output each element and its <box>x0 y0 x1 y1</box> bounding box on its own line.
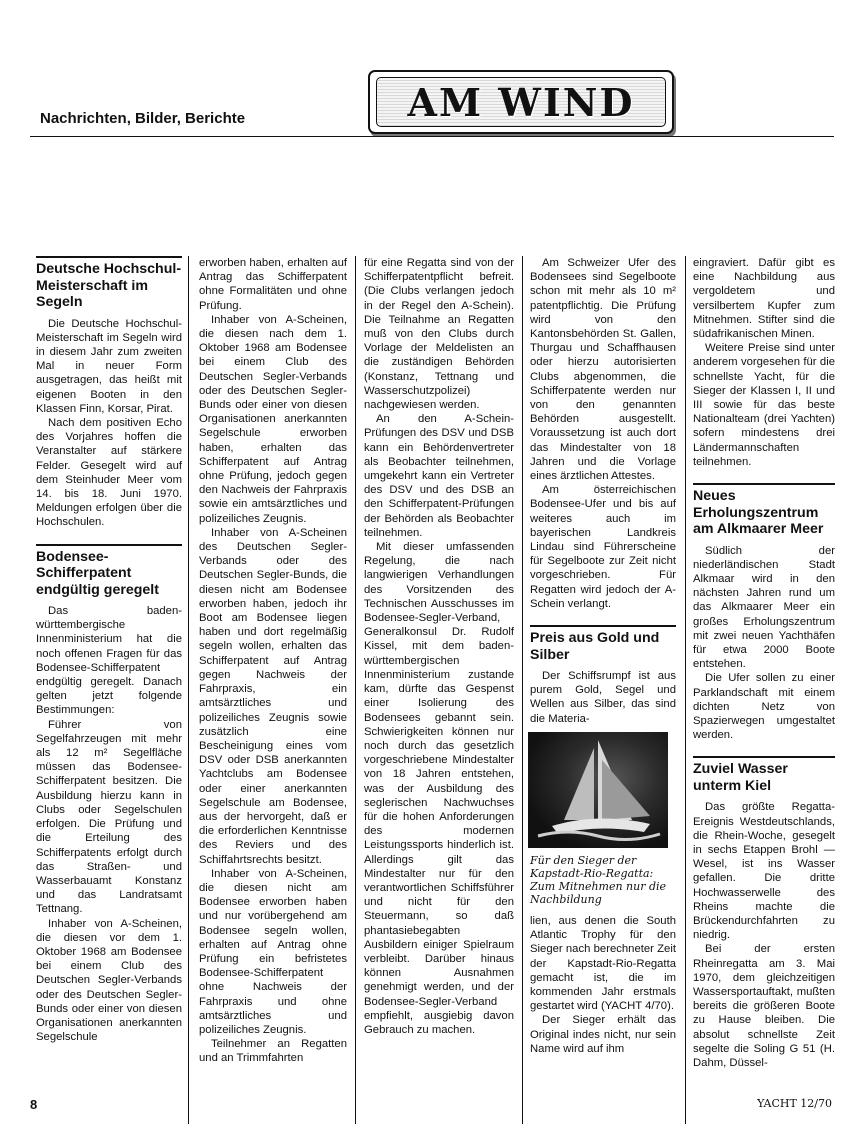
header-rule <box>30 136 834 137</box>
article-title: Bodensee-Schifferpatent endgültig geregelt <box>36 544 182 599</box>
article-paragraph: Das baden-württembergische Innenministerium hat die noch offenen Fragen für das Bodensee-Schifferpatent endgültig geregelt. Danach gelten jetzt folgende Bestimmungen: <box>36 605 182 717</box>
trophy-photo <box>528 732 668 848</box>
brand-logo <box>368 70 674 134</box>
page-number: 8 <box>30 1097 38 1112</box>
article-paragraph: Teilnehmer an Regatten und an Trimmfahrten <box>199 1038 347 1065</box>
article-paragraph: Der Sieger erhält das Original indes nicht, nur sein Name wird auf ihm <box>530 1014 676 1055</box>
article-paragraph: Nach dem positiven Echo des Vorjahres hoffen die Veranstalter auf stärkere Felder. Gesegelt wird auf dem Steinhuder Meer vom 14. bis 18. Juni 1970. Meldungen erfolgen über die Hochschulen. <box>36 416 182 529</box>
article-paragraph: erworben haben, erhalten auf Antrag das Schifferpatent ohne Formalitäten und ohne Prüfung. <box>199 257 347 312</box>
column-3 <box>364 256 514 1037</box>
article-title: Preis aus Gold und Silber <box>530 625 676 663</box>
column-4 <box>530 256 676 1056</box>
section-label: Nachrichten, Bilder, Berichte <box>40 110 246 127</box>
article-paragraph: Weitere Preise sind unter anderem vorgesehen für die schnellste Yacht, für die Sieger der Klassen I, II und III sowie für das beste Nationalteam (drei Yachten) sofern mindestens drei Ländermannschaften teilnehmen. <box>693 342 835 468</box>
article-paragraph: Inhaber von A-Scheinen des Deutschen Segler-Verbands oder des Deutschen Segler-Bunds, die diesen nicht am Bodensee erworben haben, jedoch ihr Boot am Bodensee liegen haben und dort regelmäßig segeln wollen, erhalten das Schifferpatent auf Antrag gegen Nachweis der Fahrpraxis, ein amtsärztliches und polizeiliches Zeugnis sowie zusätzlich eine Bescheinigung eines vom DSV oder DSB anerkannten Yachtclubs am Bodensee oder einer anerkannten Segelschule am Bodensee, aus der hervorgeht, daß er die erforderlichen Kenntnisse des Reviers und des Schiffahrtsrechts besitzt. <box>199 526 347 866</box>
article-paragraph: Inhaber von A-Scheinen, die diesen nicht am Bodensee erworben haben und nur vorübergehend am Bodensee segeln wollen, erhalten auf Antrag ohne Prüfung ein befristetes Bodensee-Schifferpatent ohne Nachweis der Fahrpraxis und ohne amtsärztliches und polizeiliches Zeugnis. <box>199 867 347 1036</box>
article-paragraph: Der Schiffsrumpf ist aus purem Gold, Segel und Wellen aus Silber, das sind die Materia- <box>530 670 676 725</box>
article-paragraph: eingraviert. Dafür gibt es eine Nachbildung aus vergoldetem und versilbertem Kupfer zum Mitnehmen. Stifter sind die südafrikanischen Minen. <box>693 257 835 341</box>
column-1 <box>36 256 182 1044</box>
article-paragraph: für eine Regatta sind von der Schifferpatentpflicht befreit. (Die Clubs verlangen jedoch in der Regel den A-Schein). Die Teilnahme an Regatten muß von den Clubs durch Vorlage der Meldelisten an die zuständigen Behörden (Konstanz, Tettnang und Wasserschutzpolizei) nachgewiesen werden. <box>364 257 514 412</box>
column-divider <box>188 256 189 1124</box>
article-paragraph: Bei der ersten Rheinregatta am 3. Mai 1970, dem gleichzeitigen Wassersportauftakt, mußten bereits die größeren Boote zu Hause bleiben. Die absolut schnellste Zeit segelte die Soling G 51 (H. Dahm, Düssel- <box>693 943 835 1070</box>
photo-caption: Für den Sieger der Kapstadt-Rio-Regatta: Zum Mitnehmen nur die Nachbildung <box>530 853 667 906</box>
article-title: Deutsche Hochschul-Meisterschaft im Segeln <box>36 256 182 311</box>
column-divider <box>522 256 523 1124</box>
article-title: Zuviel Wasser unterm Kiel <box>693 756 835 794</box>
article-paragraph: Am Schweizer Ufer des Bodensees sind Segelboote schon mit mehr als 10 m² patentpflichtig. Die Prüfung wird von den Kantonsbehörden St. Gallen, Thurgau und Schaffhausen oder hierzu autorisierten Clubs abgenommen, die Schifferpatente werden nur von den genannten Behörden ausgestellt. Voraussetzung ist auch dort das Mindestalter von 18 Jahren und die Vorlage eines ärztlichen Attestes. <box>530 257 676 483</box>
column-5 <box>693 256 835 1070</box>
issue-label: YACHT 12/70 <box>757 1097 832 1110</box>
article-paragraph: Mit dieser umfassenden Regelung, die nach langwierigen Verhandlungen des Vorsitzenden des Technischen Ausschusses im Bodensee-Segler-Verband, Generalkonsul Dr. Rudolf Kissel, mit dem baden-württembergischen Innenministerium zustande kam, dürfte das Gespenst einer Isolierung des Bodensees gebannt sein. Schwierigkeiten können nur noch durch das gesetzlich vorgeschriebene Mindestalter von 18 Jahren entstehen, was der Ausbildung des seglerischen Nachwuchses für die hohen Anforderungen des modernen Leistungssports hinderlich ist. Allerdings gilt das Mindestalter nur für den verantwortlichen Schiffsführer und nicht für den Steuermann, so daß phantasiebegabten Ausbildern einiger Spielraum verbleibt. Darüber hinaus können Ausnahmen genehmigt werden, und der Bodensee-Segler-Verband empfiehlt, ausgiebig davon Gebrauch zu machen. <box>364 541 514 1036</box>
article-paragraph: Inhaber von A-Scheinen, die diesen nach dem 1. Oktober 1968 am Bodensee bei einem Club des Deutschen Segler-Verbands oder des Deutschen Segler-Bunds oder einer von diesen Organisationen anerkannten Segelschule erworben haben, erhalten das Schifferpatent auf Antrag ohne Prüfung, jedoch gegen den Nachweis der Fahrpraxis sowie ein amtsärztliches und polizeiliches Zeugnis. <box>199 313 347 525</box>
article-paragraph: Das größte Regatta-Ereignis Westdeutschlands, die Rhein-Woche, gesegelt in sechs Etappen Brohl — Wesel, ist ins Wasser gefallen. Die dritte Hochwasserwelle des Rheins machte die Brückendurchfahrten zu niedrig. <box>693 801 835 942</box>
article-paragraph: Südlich der niederländischen Stadt Alkmaar wird in den nächsten Jahren rund um das Alkmaarer Meer ein großes Erholungszentrum mit zwei neuen Yachthäfen für etwa 2000 Boote entstehen. <box>693 544 835 671</box>
article-paragraph: lien, aus denen die South Atlantic Trophy für den Sieger nach berechneter Zeit der Kapstadt-Rio-Regatta gemacht ist, die im kommenden Jahr erstmals gestartet wird (YACHT 4/70). <box>530 914 676 1013</box>
column-divider <box>685 256 686 1124</box>
article-paragraph: Die Deutsche Hochschul-Meisterschaft im Segeln wird in diesem Jahr zum zweiten Mal in neuer Form ausgetragen, das heißt mit eigenen Booten in den Klassen Finn, Korsar, Pirat. <box>36 317 182 415</box>
column-2 <box>199 256 347 1066</box>
article-title: Neues Erholungszentrum am Alkmaarer Meer <box>693 483 835 538</box>
brand-text: AM WIND <box>407 79 635 125</box>
article-paragraph: Führer von Segelfahrzeugen mit mehr als 12 m² Segelfläche müssen das Bodensee-Schifferpatent besitzen. Die Ausbildung hierzu kann in Clubs oder Segelschulen erfolgen. Die Prüfung und die Erteilung des Schifferpatents erfolgt durch das Straßen- und Wasserbauamt Konstanz und das Landratsamt Tettnang. <box>36 718 182 916</box>
column-divider <box>355 256 356 1124</box>
article-paragraph: Am österreichischen Bodensee-Ufer und bis auf weiteres auch im bayerischen Landkreis Lindau sind Führerscheine für Segelboote zur Zeit nicht vorgeschrieben. Für Regatten wird jedoch der A-Schein verlangt. <box>530 484 676 610</box>
article-paragraph: Inhaber von A-Scheinen, die diesen vor dem 1. Oktober 1968 am Bodensee bei einem Club des Deutschen Segler-Verbands oder des Deutschen Segler-Bunds oder einer von diesen Organisationen anerkannten Segelschule <box>36 917 182 1044</box>
brand-plate <box>376 77 666 127</box>
article-paragraph: An den A-Schein-Prüfungen des DSV und DSB kann ein Behördenvertreter als Beobachter teilnehmen, umgekehrt kann ein Vertreter des DSV und des DSB an den Schifferpatent-Prüfungen der Behörden als Beobachter teilnehmen. <box>364 413 514 539</box>
article-paragraph: Die Ufer sollen zu einer Parklandschaft mit einem dichten Netz von Spazierwegen umgestaltet werden. <box>693 672 835 742</box>
